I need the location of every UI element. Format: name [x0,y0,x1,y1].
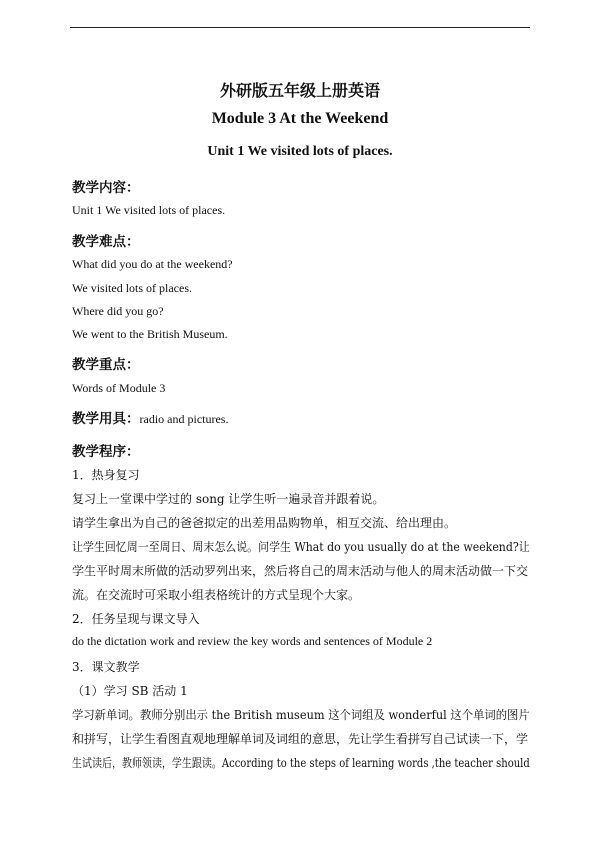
page-title: 外研版五年级上册英语 [219,81,380,100]
difficulty-line: What did you do at the weekend? [72,257,233,271]
procedure-line: 让学生回忆周一至周日、周末怎么说。问学生 What do you usually do at the weekend?让 [72,540,530,554]
procedure-line: 和拼写，让学生看图直观地理解单词及词组的意思，先让学生看拼写自己试读一下，学 [72,732,529,746]
procedure-heading: 教学程序： [72,444,140,460]
content-text: Unit 1 We visited lots of places. [72,203,226,217]
key-points-text: Words of Module 3 [72,381,166,395]
header-rule [70,27,530,28]
difficulty-line: Where did you go? [72,304,164,318]
tools-heading: 教学用具： [72,411,140,427]
tools-text: radio and pictures. [139,412,229,426]
procedure-line: 1．热身复习 [72,468,140,482]
tools-line [72,407,228,427]
difficulty-line: We visited lots of places. [72,281,193,295]
difficulty-line: We went to the British Museum. [72,327,228,341]
procedure-line: 学习新单词。教师分别出示 the British museum 这个词组及 wonderful 这个单词的图片 [72,708,530,722]
procedure-line: do the dictation work and review the key words and sentences of Module 2 [72,634,433,648]
procedure-line: 复习上一堂课中学过的 song 让学生听一遍录音并跟着说。 [72,492,385,506]
procedure-line: 生试读后，教师领读，学生跟读。According to the steps of learning words ,the teacher should [72,756,530,770]
procedure-line: 2．任务呈现与课文导入 [72,612,200,626]
module-title: Module 3 At the Weekend [211,110,389,127]
procedure-line: 请学生拿出为自己的爸爸拟定的出差用品购物单，相互交流、给出理由。 [72,516,457,530]
unit-title: Unit 1 We visited lots of places. [207,144,393,159]
key-points-heading: 教学重点： [72,357,140,373]
procedure-line: 学生平时周末所做的活动罗列出来，然后将自己的周末活动与他人的周末活动做一下交 [72,564,529,578]
content-heading: 教学内容： [72,180,140,196]
procedure-line: 流。在交流时可采取小组表格统计的方式呈现个大家。 [72,588,361,602]
procedure-line: （1）学习 SB 活动 1 [72,684,188,698]
difficulties-heading: 教学难点： [72,234,140,250]
procedure-line: 3．课文教学 [72,660,140,674]
